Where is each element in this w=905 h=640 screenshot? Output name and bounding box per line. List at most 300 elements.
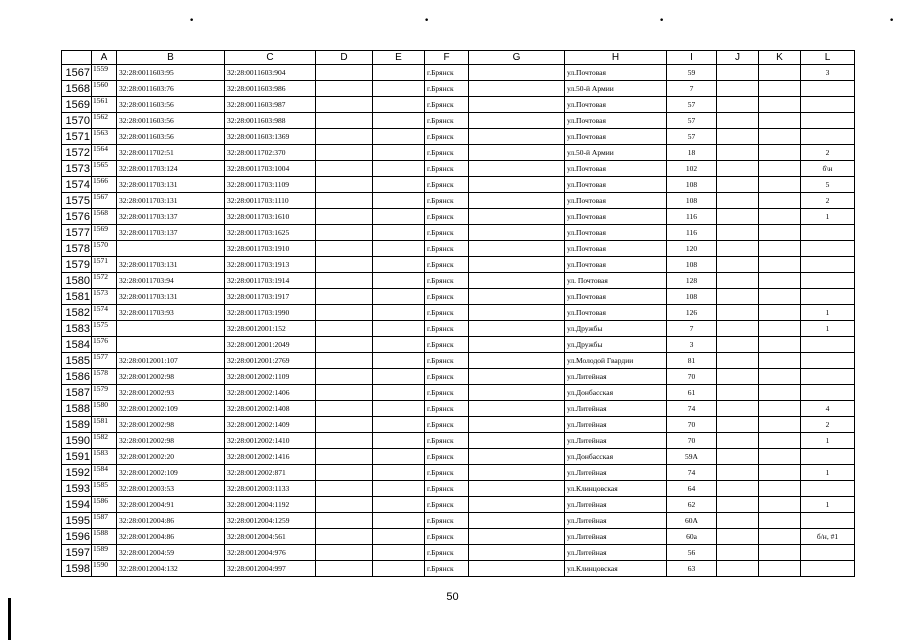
row-number[interactable]: 1580 <box>62 273 92 289</box>
cell-d[interactable] <box>316 401 373 417</box>
cell-l[interactable] <box>801 241 855 257</box>
cell-e[interactable] <box>373 529 425 545</box>
cell-k[interactable] <box>759 257 801 273</box>
cell-f[interactable]: г.Брянск <box>425 385 469 401</box>
cell-b[interactable]: 32:28:0011603:56 <box>117 97 225 113</box>
cell-i[interactable]: 64 <box>667 481 717 497</box>
cell-k[interactable] <box>759 353 801 369</box>
cell-a[interactable]: 1575 <box>92 321 117 337</box>
cell-c[interactable]: 32:28:0011703:1910 <box>225 241 316 257</box>
cell-i[interactable]: 116 <box>667 225 717 241</box>
cell-f[interactable]: г.Брянск <box>425 209 469 225</box>
cell-f[interactable]: г.Брянск <box>425 129 469 145</box>
cell-j[interactable] <box>717 481 759 497</box>
cell-i[interactable]: 70 <box>667 433 717 449</box>
cell-k[interactable] <box>759 513 801 529</box>
cell-e[interactable] <box>373 209 425 225</box>
cell-c[interactable]: 32:28:0012002:1416 <box>225 449 316 465</box>
cell-k[interactable] <box>759 177 801 193</box>
cell-g[interactable] <box>469 561 565 577</box>
cell-e[interactable] <box>373 113 425 129</box>
cell-b[interactable]: 32:28:0012001:107 <box>117 353 225 369</box>
cell-b[interactable]: 32:28:0012002:98 <box>117 433 225 449</box>
cell-g[interactable] <box>469 273 565 289</box>
cell-e[interactable] <box>373 289 425 305</box>
cell-c[interactable]: 32:28:0012004:976 <box>225 545 316 561</box>
cell-g[interactable] <box>469 513 565 529</box>
cell-e[interactable] <box>373 97 425 113</box>
row-number[interactable]: 1598 <box>62 561 92 577</box>
cell-l[interactable] <box>801 353 855 369</box>
cell-g[interactable] <box>469 161 565 177</box>
cell-a[interactable]: 1565 <box>92 161 117 177</box>
cell-i[interactable]: 74 <box>667 465 717 481</box>
cell-l[interactable] <box>801 225 855 241</box>
cell-a[interactable]: 1577 <box>92 353 117 369</box>
row-number[interactable]: 1581 <box>62 289 92 305</box>
cell-k[interactable] <box>759 545 801 561</box>
cell-j[interactable] <box>717 369 759 385</box>
row-number[interactable]: 1594 <box>62 497 92 513</box>
cell-c[interactable]: 32:28:0012002:1408 <box>225 401 316 417</box>
cell-d[interactable] <box>316 321 373 337</box>
cell-b[interactable]: 32:28:0012002:109 <box>117 401 225 417</box>
cell-b[interactable]: 32:28:0011703:137 <box>117 209 225 225</box>
cell-j[interactable] <box>717 81 759 97</box>
cell-e[interactable] <box>373 497 425 513</box>
cell-k[interactable] <box>759 465 801 481</box>
cell-b[interactable]: 32:28:0012002:20 <box>117 449 225 465</box>
cell-j[interactable] <box>717 305 759 321</box>
cell-e[interactable] <box>373 385 425 401</box>
cell-f[interactable]: г.Брянск <box>425 225 469 241</box>
row-number[interactable]: 1597 <box>62 545 92 561</box>
row-number[interactable]: 1568 <box>62 81 92 97</box>
cell-k[interactable] <box>759 497 801 513</box>
cell-j[interactable] <box>717 273 759 289</box>
cell-a[interactable]: 1559 <box>92 65 117 81</box>
cell-k[interactable] <box>759 241 801 257</box>
cell-j[interactable] <box>717 177 759 193</box>
cell-l[interactable]: 1 <box>801 305 855 321</box>
cell-i[interactable]: 62 <box>667 497 717 513</box>
cell-f[interactable]: г.Брянск <box>425 65 469 81</box>
cell-l[interactable] <box>801 337 855 353</box>
cell-j[interactable] <box>717 513 759 529</box>
cell-l[interactable] <box>801 369 855 385</box>
cell-f[interactable]: г.Брянск <box>425 257 469 273</box>
cell-d[interactable] <box>316 353 373 369</box>
cell-h[interactable]: ул.Почтовая <box>565 161 667 177</box>
cell-d[interactable] <box>316 545 373 561</box>
cell-i[interactable]: 59 <box>667 65 717 81</box>
cell-g[interactable] <box>469 241 565 257</box>
cell-j[interactable] <box>717 289 759 305</box>
cell-l[interactable]: 2 <box>801 145 855 161</box>
cell-a[interactable]: 1573 <box>92 289 117 305</box>
column-header-k[interactable]: K <box>759 51 801 65</box>
cell-a[interactable]: 1574 <box>92 305 117 321</box>
row-number[interactable]: 1587 <box>62 385 92 401</box>
cell-g[interactable] <box>469 209 565 225</box>
cell-k[interactable] <box>759 401 801 417</box>
cell-l[interactable] <box>801 129 855 145</box>
cell-f[interactable]: г.Брянск <box>425 241 469 257</box>
cell-a[interactable]: 1572 <box>92 273 117 289</box>
cell-g[interactable] <box>469 481 565 497</box>
cell-c[interactable]: 32:28:0012001:2049 <box>225 337 316 353</box>
cell-i[interactable]: 3 <box>667 337 717 353</box>
cell-c[interactable]: 32:28:0011703:1110 <box>225 193 316 209</box>
column-header-a[interactable]: A <box>92 51 117 65</box>
cell-k[interactable] <box>759 385 801 401</box>
cell-c[interactable]: 32:28:0012002:871 <box>225 465 316 481</box>
cell-d[interactable] <box>316 209 373 225</box>
row-number[interactable]: 1572 <box>62 145 92 161</box>
cell-f[interactable]: г.Брянск <box>425 177 469 193</box>
cell-b[interactable]: 32:28:0011703:131 <box>117 177 225 193</box>
cell-j[interactable] <box>717 193 759 209</box>
cell-f[interactable]: г.Брянск <box>425 305 469 321</box>
column-header-f[interactable]: F <box>425 51 469 65</box>
cell-f[interactable]: г.Брянск <box>425 545 469 561</box>
cell-h[interactable]: ул.Литейная <box>565 433 667 449</box>
cell-h[interactable]: ул.Почтовая <box>565 177 667 193</box>
cell-j[interactable] <box>717 497 759 513</box>
cell-l[interactable] <box>801 561 855 577</box>
cell-j[interactable] <box>717 561 759 577</box>
cell-a[interactable]: 1568 <box>92 209 117 225</box>
cell-f[interactable]: г.Брянск <box>425 289 469 305</box>
cell-c[interactable]: 32:28:0011703:1004 <box>225 161 316 177</box>
cell-a[interactable]: 1587 <box>92 513 117 529</box>
cell-i[interactable]: 63 <box>667 561 717 577</box>
cell-i[interactable]: 57 <box>667 113 717 129</box>
cell-f[interactable]: г.Брянск <box>425 481 469 497</box>
cell-i[interactable]: 61 <box>667 385 717 401</box>
cell-i[interactable]: 70 <box>667 369 717 385</box>
cell-c[interactable]: 32:28:0012002:1410 <box>225 433 316 449</box>
column-header-e[interactable]: E <box>373 51 425 65</box>
cell-k[interactable] <box>759 417 801 433</box>
cell-h[interactable]: ул.Литейная <box>565 465 667 481</box>
cell-i[interactable]: 108 <box>667 177 717 193</box>
cell-h[interactable]: ул.Донбасская <box>565 385 667 401</box>
cell-a[interactable]: 1560 <box>92 81 117 97</box>
row-number[interactable]: 1586 <box>62 369 92 385</box>
cell-f[interactable]: г.Брянск <box>425 417 469 433</box>
cell-l[interactable]: 1 <box>801 465 855 481</box>
cell-d[interactable] <box>316 161 373 177</box>
cell-a[interactable]: 1576 <box>92 337 117 353</box>
row-number[interactable]: 1575 <box>62 193 92 209</box>
cell-a[interactable]: 1586 <box>92 497 117 513</box>
cell-f[interactable]: г.Брянск <box>425 273 469 289</box>
cell-l[interactable]: 1 <box>801 497 855 513</box>
cell-e[interactable] <box>373 433 425 449</box>
cell-e[interactable] <box>373 401 425 417</box>
cell-l[interactable]: б/н, #1 <box>801 529 855 545</box>
cell-d[interactable] <box>316 177 373 193</box>
cell-f[interactable]: г.Брянск <box>425 401 469 417</box>
cell-e[interactable] <box>373 449 425 465</box>
cell-i[interactable]: 108 <box>667 289 717 305</box>
cell-k[interactable] <box>759 449 801 465</box>
cell-c[interactable]: 32:28:0011703:1914 <box>225 273 316 289</box>
cell-i[interactable]: 60а <box>667 529 717 545</box>
row-number[interactable]: 1596 <box>62 529 92 545</box>
cell-g[interactable] <box>469 193 565 209</box>
row-number[interactable]: 1591 <box>62 449 92 465</box>
column-header-d[interactable]: D <box>316 51 373 65</box>
cell-e[interactable] <box>373 417 425 433</box>
cell-j[interactable] <box>717 401 759 417</box>
row-number[interactable]: 1595 <box>62 513 92 529</box>
cell-f[interactable]: г.Брянск <box>425 449 469 465</box>
cell-b[interactable] <box>117 321 225 337</box>
row-number[interactable]: 1583 <box>62 321 92 337</box>
cell-k[interactable] <box>759 337 801 353</box>
cell-e[interactable] <box>373 225 425 241</box>
cell-a[interactable]: 1579 <box>92 385 117 401</box>
cell-e[interactable] <box>373 561 425 577</box>
cell-k[interactable] <box>759 369 801 385</box>
cell-b[interactable]: 32:28:0011703:124 <box>117 161 225 177</box>
cell-c[interactable]: 32:28:0011703:1610 <box>225 209 316 225</box>
cell-i[interactable]: 126 <box>667 305 717 321</box>
cell-c[interactable]: 32:28:0011603:1369 <box>225 129 316 145</box>
cell-i[interactable]: 120 <box>667 241 717 257</box>
cell-a[interactable]: 1581 <box>92 417 117 433</box>
cell-g[interactable] <box>469 321 565 337</box>
cell-a[interactable]: 1564 <box>92 145 117 161</box>
cell-k[interactable] <box>759 433 801 449</box>
cell-h[interactable]: ул.Молодой Гвардии <box>565 353 667 369</box>
cell-h[interactable]: ул.Почтовая <box>565 257 667 273</box>
cell-d[interactable] <box>316 465 373 481</box>
column-header-b[interactable]: B <box>117 51 225 65</box>
cell-h[interactable]: ул.Почтовая <box>565 65 667 81</box>
cell-k[interactable] <box>759 289 801 305</box>
cell-c[interactable]: 32:28:0012004:561 <box>225 529 316 545</box>
cell-k[interactable] <box>759 321 801 337</box>
cell-j[interactable] <box>717 465 759 481</box>
cell-d[interactable] <box>316 513 373 529</box>
cell-f[interactable]: г.Брянск <box>425 513 469 529</box>
cell-a[interactable]: 1561 <box>92 97 117 113</box>
cell-f[interactable]: г.Брянск <box>425 113 469 129</box>
cell-h[interactable]: ул.Дружбы <box>565 337 667 353</box>
cell-i[interactable]: 128 <box>667 273 717 289</box>
cell-b[interactable]: 32:28:0012004:132 <box>117 561 225 577</box>
cell-e[interactable] <box>373 545 425 561</box>
cell-f[interactable]: г.Брянск <box>425 433 469 449</box>
cell-g[interactable] <box>469 113 565 129</box>
cell-k[interactable] <box>759 145 801 161</box>
cell-i[interactable]: 108 <box>667 193 717 209</box>
cell-c[interactable]: 32:28:0011703:1625 <box>225 225 316 241</box>
cell-i[interactable]: 108 <box>667 257 717 273</box>
cell-l[interactable]: 1 <box>801 433 855 449</box>
row-number[interactable]: 1567 <box>62 65 92 81</box>
cell-k[interactable] <box>759 161 801 177</box>
cell-h[interactable]: ул.50-й Армии <box>565 145 667 161</box>
cell-b[interactable] <box>117 241 225 257</box>
cell-j[interactable] <box>717 337 759 353</box>
cell-i[interactable]: 57 <box>667 129 717 145</box>
cell-c[interactable]: 32:28:0012004:1259 <box>225 513 316 529</box>
cell-b[interactable]: 32:28:0012004:86 <box>117 529 225 545</box>
cell-d[interactable] <box>316 97 373 113</box>
cell-j[interactable] <box>717 449 759 465</box>
row-number[interactable]: 1571 <box>62 129 92 145</box>
cell-h[interactable]: ул.Почтовая <box>565 209 667 225</box>
column-header-h[interactable]: H <box>565 51 667 65</box>
cell-b[interactable]: 32:28:0011603:76 <box>117 81 225 97</box>
cell-d[interactable] <box>316 449 373 465</box>
cell-a[interactable]: 1589 <box>92 545 117 561</box>
cell-k[interactable] <box>759 129 801 145</box>
cell-l[interactable] <box>801 449 855 465</box>
cell-h[interactable]: ул.Дружбы <box>565 321 667 337</box>
cell-c[interactable]: 32:28:0011603:986 <box>225 81 316 97</box>
cell-f[interactable]: г.Брянск <box>425 161 469 177</box>
cell-h[interactable]: ул.Почтовая <box>565 225 667 241</box>
cell-k[interactable] <box>759 529 801 545</box>
cell-f[interactable]: г.Брянск <box>425 97 469 113</box>
row-number[interactable]: 1590 <box>62 433 92 449</box>
cell-b[interactable]: 32:28:0011703:131 <box>117 193 225 209</box>
cell-b[interactable] <box>117 337 225 353</box>
cell-j[interactable] <box>717 129 759 145</box>
corner-header[interactable] <box>62 51 92 65</box>
cell-l[interactable] <box>801 113 855 129</box>
cell-g[interactable] <box>469 465 565 481</box>
cell-d[interactable] <box>316 145 373 161</box>
cell-b[interactable]: 32:28:0012004:59 <box>117 545 225 561</box>
cell-b[interactable]: 32:28:0011703:131 <box>117 289 225 305</box>
cell-e[interactable] <box>373 321 425 337</box>
cell-b[interactable]: 32:28:0011703:131 <box>117 257 225 273</box>
cell-g[interactable] <box>469 497 565 513</box>
cell-c[interactable]: 32:28:0011703:1990 <box>225 305 316 321</box>
cell-b[interactable]: 32:28:0011703:94 <box>117 273 225 289</box>
cell-l[interactable] <box>801 289 855 305</box>
cell-l[interactable]: 2 <box>801 193 855 209</box>
cell-a[interactable]: 1590 <box>92 561 117 577</box>
cell-e[interactable] <box>373 129 425 145</box>
cell-k[interactable] <box>759 561 801 577</box>
cell-d[interactable] <box>316 369 373 385</box>
cell-c[interactable]: 32:28:0012001:152 <box>225 321 316 337</box>
column-header-l[interactable]: L <box>801 51 855 65</box>
cell-h[interactable]: ул.Литейная <box>565 513 667 529</box>
cell-h[interactable]: ул. Почтовая <box>565 273 667 289</box>
cell-e[interactable] <box>373 481 425 497</box>
row-number[interactable]: 1589 <box>62 417 92 433</box>
cell-j[interactable] <box>717 529 759 545</box>
cell-g[interactable] <box>469 65 565 81</box>
cell-h[interactable]: ул.Литейная <box>565 401 667 417</box>
cell-l[interactable]: 1 <box>801 321 855 337</box>
cell-g[interactable] <box>469 337 565 353</box>
cell-e[interactable] <box>373 177 425 193</box>
cell-h[interactable]: ул.Почтовая <box>565 113 667 129</box>
cell-b[interactable]: 32:28:0011702:51 <box>117 145 225 161</box>
cell-c[interactable]: 32:28:0011703:1109 <box>225 177 316 193</box>
row-number[interactable]: 1579 <box>62 257 92 273</box>
cell-f[interactable]: г.Брянск <box>425 337 469 353</box>
cell-l[interactable] <box>801 481 855 497</box>
cell-h[interactable]: ул.Почтовая <box>565 193 667 209</box>
column-header-i[interactable]: I <box>667 51 717 65</box>
cell-f[interactable]: г.Брянск <box>425 369 469 385</box>
row-number[interactable]: 1570 <box>62 113 92 129</box>
cell-a[interactable]: 1585 <box>92 481 117 497</box>
row-number[interactable]: 1582 <box>62 305 92 321</box>
cell-j[interactable] <box>717 545 759 561</box>
cell-i[interactable]: 81 <box>667 353 717 369</box>
cell-h[interactable]: ул.Литейная <box>565 369 667 385</box>
cell-i[interactable]: 59А <box>667 449 717 465</box>
cell-f[interactable]: г.Брянск <box>425 561 469 577</box>
cell-d[interactable] <box>316 417 373 433</box>
cell-h[interactable]: ул.Донбасская <box>565 449 667 465</box>
cell-i[interactable]: 7 <box>667 81 717 97</box>
cell-j[interactable] <box>717 433 759 449</box>
cell-d[interactable] <box>316 305 373 321</box>
cell-g[interactable] <box>469 145 565 161</box>
cell-e[interactable] <box>373 145 425 161</box>
column-header-c[interactable]: C <box>225 51 316 65</box>
cell-g[interactable] <box>469 177 565 193</box>
cell-i[interactable]: 102 <box>667 161 717 177</box>
cell-c[interactable]: 32:28:0011702:370 <box>225 145 316 161</box>
cell-k[interactable] <box>759 481 801 497</box>
cell-e[interactable] <box>373 193 425 209</box>
cell-c[interactable]: 32:28:0011703:1917 <box>225 289 316 305</box>
cell-f[interactable]: г.Брянск <box>425 465 469 481</box>
cell-c[interactable]: 32:28:0012001:2769 <box>225 353 316 369</box>
cell-a[interactable]: 1570 <box>92 241 117 257</box>
cell-d[interactable] <box>316 193 373 209</box>
cell-l[interactable]: 5 <box>801 177 855 193</box>
cell-d[interactable] <box>316 241 373 257</box>
cell-g[interactable] <box>469 449 565 465</box>
cell-d[interactable] <box>316 497 373 513</box>
cell-h[interactable]: ул.Почтовая <box>565 129 667 145</box>
cell-h[interactable]: ул.50-й Армии <box>565 81 667 97</box>
cell-j[interactable] <box>717 417 759 433</box>
cell-f[interactable]: г.Брянск <box>425 353 469 369</box>
cell-k[interactable] <box>759 273 801 289</box>
cell-g[interactable] <box>469 433 565 449</box>
cell-e[interactable] <box>373 81 425 97</box>
cell-l[interactable]: 2 <box>801 417 855 433</box>
cell-h[interactable]: ул.Почтовая <box>565 289 667 305</box>
cell-f[interactable]: г.Брянск <box>425 193 469 209</box>
cell-g[interactable] <box>469 529 565 545</box>
cell-c[interactable]: 32:28:0011703:1913 <box>225 257 316 273</box>
cell-d[interactable] <box>316 81 373 97</box>
column-header-g[interactable]: G <box>469 51 565 65</box>
cell-g[interactable] <box>469 257 565 273</box>
cell-d[interactable] <box>316 225 373 241</box>
cell-l[interactable] <box>801 97 855 113</box>
cell-d[interactable] <box>316 113 373 129</box>
cell-c[interactable]: 32:28:0012002:1109 <box>225 369 316 385</box>
cell-g[interactable] <box>469 401 565 417</box>
